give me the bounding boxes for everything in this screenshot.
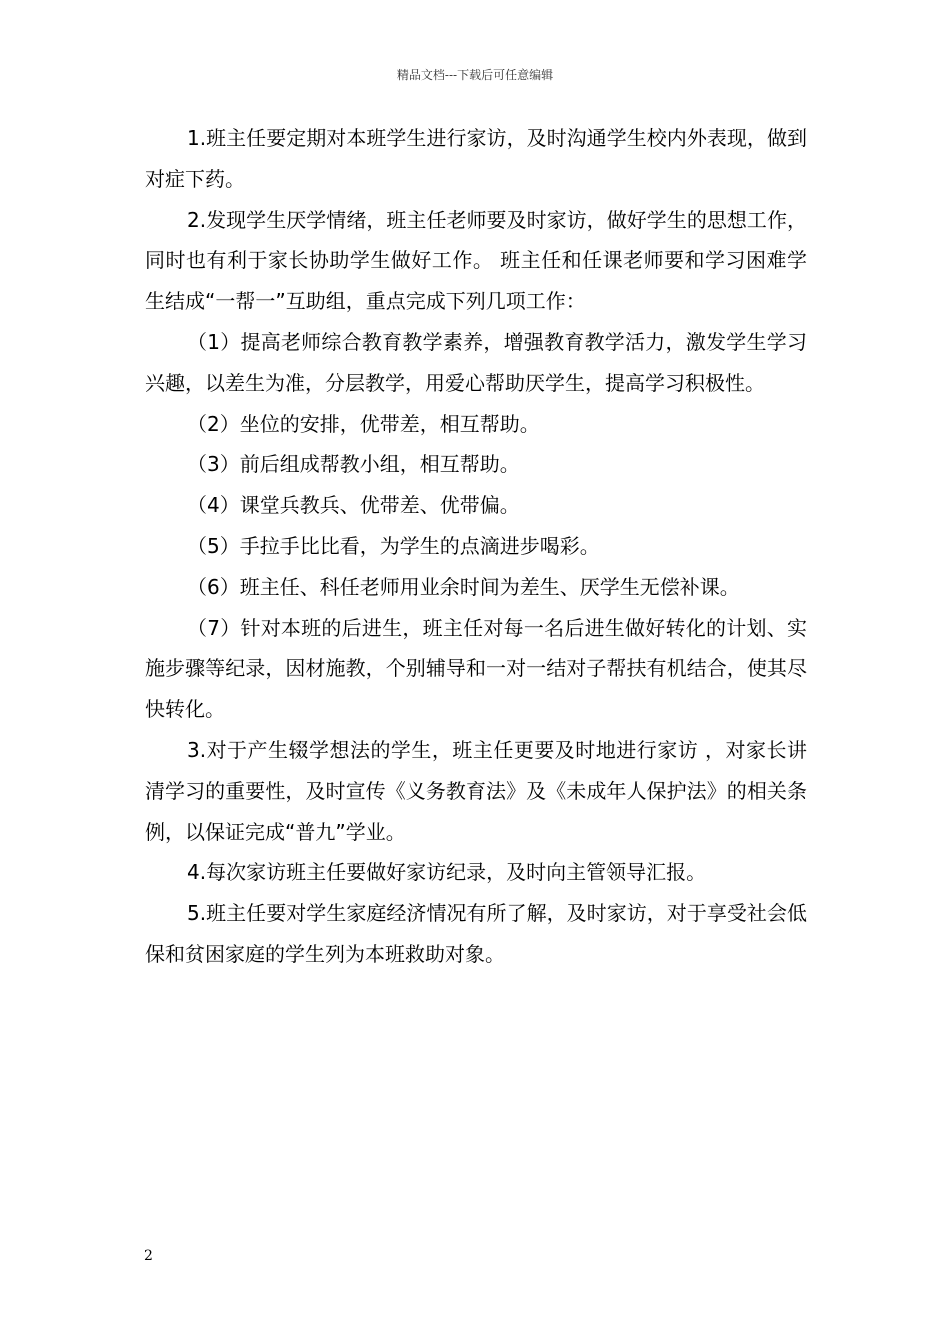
list-item-5: （5）手拉手比比看，为学生的点滴进步喝彩。 <box>187 533 600 558</box>
list-item-4: （4）课堂兵教兵、优带差、优带偏。 <box>187 493 520 518</box>
paragraph-2: 2.发现学生厌学情绪，班主任老师要及时家访，做好学生的思想工作，同时也有利于家长协助学生做好工作。 班主任和任课老师要和学习困难学生结成“一帮一”互助组，重点完成下列几项工作： <box>145 207 807 314</box>
list-item-6: （6）班主任、科任老师用业余时间为差生、厌学生无偿补课。 <box>187 574 740 599</box>
paragraph-3: 3.对于产生辍学想法的学生，班主任更要及时地进行家访 ，对家长讲清学习的重要性，及时宣传《义务教育法》及《未成年人保护法》的相关条例，以保证完成“普九”学业。 <box>145 737 807 844</box>
document-body <box>145 118 807 975</box>
paragraph-5: 5.班主任要对学生家庭经济情况有所了解，及时家访，对于享受社会低保和贫困家庭的学生列为本班救助对象。 <box>145 901 807 966</box>
list-item-7: （7）针对本班的后进生，班主任对每一名后进生做好转化的计划、实施步骤等纪录，因材施教，个别辅导和一对一结对子帮扶有机结合，使其尽快转化。 <box>145 615 807 722</box>
paragraph-4: 4.每次家访班主任要做好家访纪录，及时向主管领导汇报。 <box>187 860 707 885</box>
list-item-3: （3）前后组成帮教小组，相互帮助。 <box>187 452 520 477</box>
page-header: 精品文档---下载后可任意编辑 <box>396 68 554 82</box>
page-number: 2 <box>144 1248 153 1264</box>
list-item-2: （2）坐位的安排，优带差，相互帮助。 <box>187 411 540 436</box>
paragraph-1: 1.班主任要定期对本班学生进行家访，及时沟通学生校内外表现，做到对症下药。 <box>145 126 807 191</box>
list-item-1: （1）提高老师综合教育教学素养，增强教育教学活力，激发学生学习兴趣，以差生为准，分层教学，用爱心帮助厌学生，提高学习积极性。 <box>145 329 807 395</box>
